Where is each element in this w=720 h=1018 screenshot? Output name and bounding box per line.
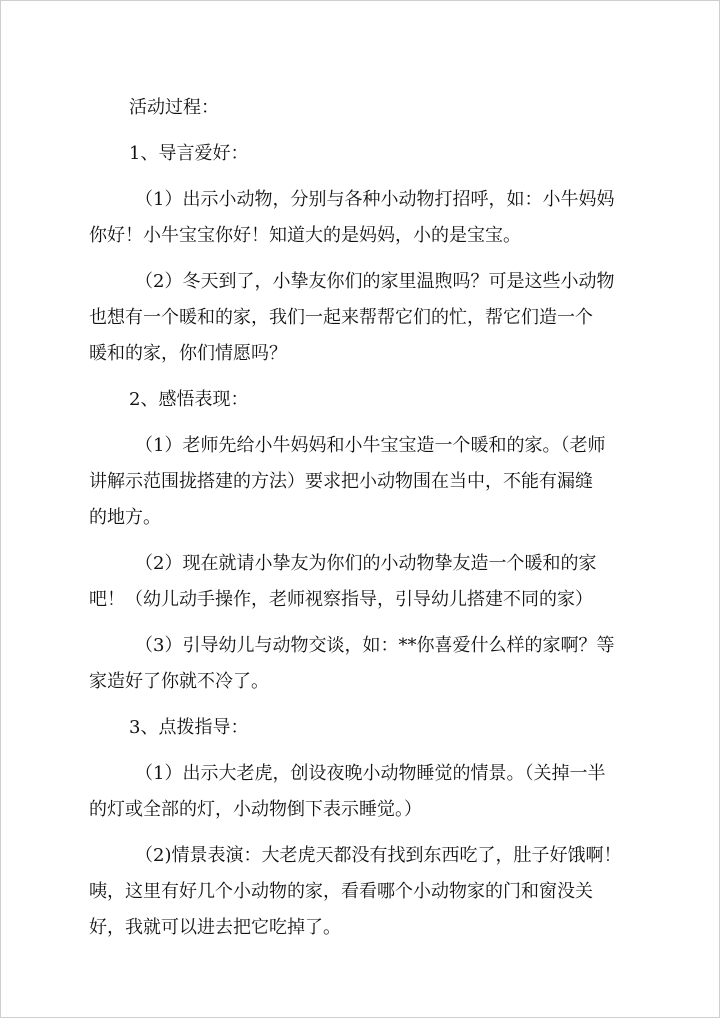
paragraph-line: 好，我就可以进去把它吃掉了。 xyxy=(89,917,341,938)
document-body xyxy=(89,90,649,946)
step3-paragraph-2 xyxy=(89,838,649,946)
paragraph-line: （2）现在就请小挚友为你们的小动物挚友造一个暖和的家 xyxy=(135,553,597,574)
paragraph-line: （1）出示小动物，分别与各种小动物打招呼，如：小牛妈妈 xyxy=(135,189,615,210)
step2-paragraph-2 xyxy=(89,546,649,618)
step3-heading: 3、点拨指导： xyxy=(129,717,249,738)
paragraph-line: （2)情景表演：大老虎天都没有找到东西吃了，肚子好饿啊！ xyxy=(135,845,622,866)
step1-paragraph-2 xyxy=(89,264,649,372)
paragraph-line: 家造好了你就不冷了。 xyxy=(89,671,269,692)
paragraph-line: 咦，这里有好几个小动物的家，看看哪个小动物家的门和窗没关 xyxy=(89,881,593,902)
step3-paragraph-1 xyxy=(89,756,649,828)
paragraph-line: 的灯或全部的灯，小动物倒下表示睡觉。） xyxy=(89,799,422,820)
paragraph-line: 也想有一个暖和的家，我们一起来帮帮它们的忙，帮它们造一个 xyxy=(89,307,593,328)
paragraph-line: （1）出示大老虎，创设夜晚小动物睡觉的情景。（关掉一半 xyxy=(135,763,606,784)
paragraph-line: （2）冬天到了，小挚友你们的家里温煦吗？可是这些小动物 xyxy=(135,271,615,292)
step2-paragraph-1 xyxy=(89,428,649,536)
step1-paragraph-1 xyxy=(89,182,649,254)
paragraph-line: 你好！小牛宝宝你好！知道大的是妈妈，小的是宝宝。 xyxy=(89,225,521,246)
step2-paragraph-3 xyxy=(89,628,649,700)
paragraph-line: 吧！（幼儿动手操作，老师视察指导，引导幼儿搭建不同的家） xyxy=(89,589,593,610)
paragraph-line: 的地方。 xyxy=(89,507,161,528)
step2-heading: 2、感悟表现： xyxy=(129,389,249,410)
paragraph-line: （1）老师先给小牛妈妈和小牛宝宝造一个暖和的家。（老师 xyxy=(135,435,606,456)
step1-heading: 1、导言爱好： xyxy=(129,143,249,164)
section-title: 活动过程： xyxy=(129,97,219,118)
paragraph-line: 暖和的家，你们情愿吗？ xyxy=(89,343,287,364)
paragraph-line: 讲解示范围拢搭建的方法）要求把小动物围在当中，不能有漏缝 xyxy=(89,471,593,492)
paragraph-line: （3）引导幼儿与动物交谈，如：**你喜爱什么样的家啊？等 xyxy=(135,635,615,656)
